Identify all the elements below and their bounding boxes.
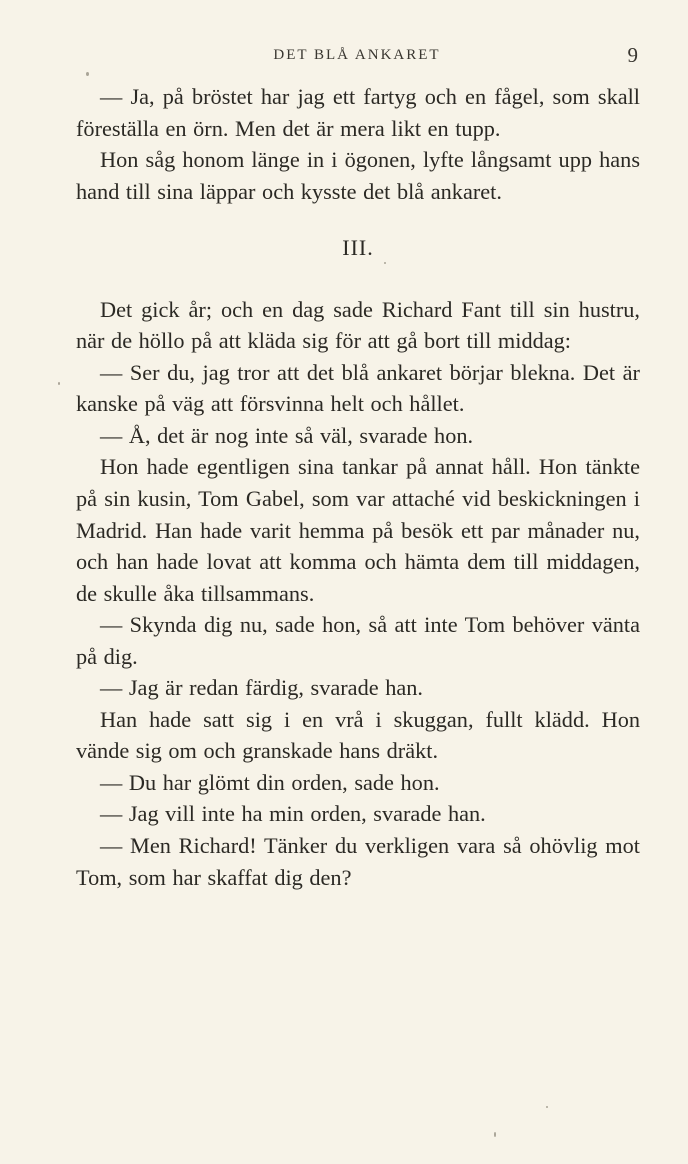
paragraph: — Å, det är nog inte så väl, svarade hon. [100, 422, 474, 448]
paragraph: — Ser du, jag tror att det blå ankaret börjar blekna. Det är kanske på väg att försvinna helt och hållet. [76, 359, 640, 417]
paragraph: Det gick år; och en dag sade Richard Fant till sin hustru, när de höllo på att kläda sig för att gå bort till middag: [76, 296, 640, 354]
paragraph: Hon såg honom länge in i ögonen, lyfte långsamt upp hans hand till sina läppar och kysste det blå ankaret. [76, 147, 640, 204]
page-number: 9 [627, 43, 638, 67]
paper-speck [86, 72, 89, 76]
paper-speck [384, 262, 386, 264]
paper-speck [494, 1132, 496, 1137]
text-block [76, 81, 640, 893]
paragraph: Han hade satt sig i en vrå i skuggan, fullt klädd. Hon vände sig om och granskade hans dräkt. [76, 706, 640, 764]
chapter-heading: III. [342, 235, 374, 261]
paragraph: — Jag är redan färdig, svarade han. [100, 675, 423, 701]
paragraph: — Skynda dig nu, sade hon, så att inte Tom behöver vänta på dig. [76, 612, 640, 669]
paper-speck [546, 1106, 548, 1108]
running-title: DET BLÅ ANKARET [273, 47, 441, 63]
paragraph: — Ja, på bröstet har jag ett fartyg och en fågel, som skall föreställa en örn. Men det är mera likt en tupp. [76, 84, 640, 141]
paragraph: Hon hade egentligen sina tankar på annat håll. Hon tänkte på sin kusin, Tom Gabel, som var attaché vid beskickningen i Madrid. Han hade varit hemma på besök ett par månader nu, och han hade lovat att komma och hämta dem till middagen, de skulle åka tillsammans. [76, 454, 640, 606]
paragraph: — Du har glömt din orden, sade hon. [100, 769, 440, 795]
paragraph: — Men Richard! Tänker du verkligen vara så ohövlig mot Tom, som har skaffat dig den? [76, 833, 640, 890]
paragraph: — Jag vill inte ha min orden, svarade han. [100, 801, 486, 827]
paper-speck [58, 382, 60, 385]
running-head [76, 43, 638, 73]
